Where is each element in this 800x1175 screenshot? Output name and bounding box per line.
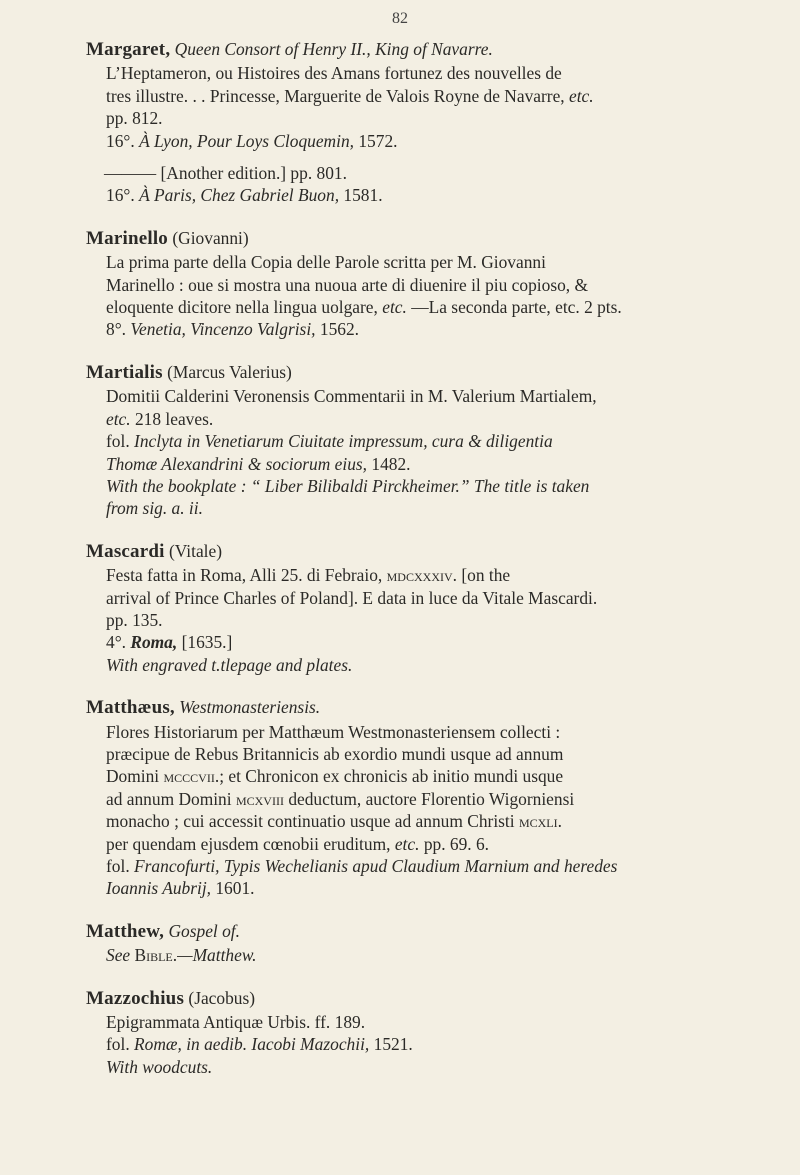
entry-body [106,944,770,966]
entry-heading-name: Mazzochius [86,987,185,1009]
entry-line [106,788,770,810]
entry-format: fol. [106,431,130,452]
entry-note: With engraved t.tlepage and plates. [106,654,353,675]
entry-note: from sig. a. ii. [106,498,203,519]
entry-line: pp. 812. [106,108,163,129]
entry-text: etc. [382,297,407,318]
entry-imprint [106,631,770,653]
entry-year: [1635.] [181,632,233,653]
catalogue-entry-martialis [88,361,770,520]
entry-heading [86,227,770,250]
catalogue-entries [88,38,770,1098]
catalogue-entry-mazzochius [88,987,770,1079]
entry-text: tres illustre. . . Princesse, Marguerite de Valois Royne de Navarre, [106,85,565,106]
entry-line [106,810,770,832]
entry-publisher: Romæ, in aedib. Iacobi Mazochii, [134,1034,370,1055]
entry-line: Epigrammata Antiquæ Urbis. ff. 189. [106,1012,366,1033]
entry-text: 218 leaves. [134,408,214,429]
entry-date-roman: mcxviii [235,788,284,809]
entry-heading-qualifier: Queen Consort of Henry II., King of Navarre. [174,39,493,59]
entry-text: ad annum Domini [106,788,232,809]
entry-date-roman: mcccvii. [163,766,220,787]
entry-year: 1581. [343,185,383,206]
entry-heading-name: Margaret, [86,39,171,60]
entry-publisher: Inclyta in Venetiarum Ciuitate impressum, cura & diligentia [134,431,553,452]
entry-publisher: Thomæ Alexandrini & sociorum eius, [106,453,368,474]
entry-line: præcipue de Rebus Britannicis ab exordio mundi usque ad annum [106,743,564,764]
entry-date-roman: mcxli. [518,811,562,832]
entry-line: arrival of Prince Charles of Poland]. E data in luce da Vitale Mascardi. [106,587,598,608]
entry-year: 1601. [215,878,255,899]
catalogue-entry-mascardi [88,540,770,676]
entry-line [106,408,770,430]
entry-text: Festa fatta in Roma, Alli 25. di Febraio, [106,565,383,586]
entry-body [106,1011,770,1078]
catalogue-entry-marinello [88,227,770,341]
entry-heading [86,361,770,384]
entry-heading-qualifier: (Vitale) [169,540,223,561]
entry-note: With woodcuts. [106,1056,213,1077]
entry-body [106,564,770,676]
entry-line [106,296,770,318]
catalogue-entry-matthaeus [88,696,770,900]
entry-line: Flores Historiarum per Matthæum Westmonasteriensem collecti : [106,721,561,742]
entry-imprint [106,1033,770,1055]
entry-imprint [106,453,770,475]
entry-line: L’Heptameron, ou Histoires des Amans fortunez des nouvelles de [106,63,562,84]
entry-line [106,765,770,787]
entry-imprint [106,877,770,899]
entry-line: La prima parte della Copia delle Parole scritta per M. Giovanni [106,252,546,273]
entry-heading-name: Martialis [86,361,163,383]
page-number: 82 [392,10,408,27]
entry-body [106,251,770,341]
entry-line: ——— [Another edition.] pp. 801. [104,163,347,184]
catalogue-entry-margaret [88,38,770,207]
catalogue-entry-matthew [88,920,770,967]
entry-text: per quendam ejusdem cœnobii eruditum, [106,833,391,854]
entry-text: etc. [569,85,594,106]
entry-date-roman: mdcxxxiv. [386,565,457,586]
entry-imprint [106,318,770,340]
entry-heading-name: Matthew, [86,920,165,942]
entry-text: eloquente dicitore nella lingua uolgare, [106,297,378,318]
entry-publisher: À Lyon, Pour Loys Cloquemin, [139,130,354,151]
entry-format: fol. [106,1034,130,1055]
entry-heading-name: Mascardi [86,540,165,562]
entry-heading [86,540,770,563]
entry-text: etc. [394,833,420,854]
entry-line: Domitii Calderini Veronensis Commentarii in M. Valerium Martialem, [106,386,597,407]
entry-imprint [106,184,770,206]
entry-text: pp. 69. 6. [423,833,490,854]
entry-year: 1482. [371,453,411,474]
entry-body [106,385,770,519]
entry-format: 16°. [106,130,135,151]
entry-format: fol. [106,856,130,876]
entry-heading-qualifier: (Marcus Valerius) [167,361,292,382]
entry-note-text: The title is taken [473,475,590,496]
entry-line [106,564,770,586]
entry-heading-name: Matthæus, [86,697,175,719]
entry-year: 1562. [319,319,360,340]
entry-body [106,62,770,206]
entry-text: Domini [106,766,160,787]
entry-publisher: Ioannis Aubrij, [106,878,211,899]
entry-line: Marinello : oue si mostra una nuoua arte di diuenire il piu copioso, & [106,274,589,295]
entry-text: monacho ; cui accessit continuatio usque ad annum Christi [106,811,515,832]
entry-format: 4°. [106,632,126,653]
entry-heading [86,920,770,943]
entry-line [106,85,770,107]
entry-imprint [106,130,770,152]
entry-publisher: Francofurti, Typis Wechelianis apud Claudium Marnium and heredes [134,856,618,876]
entry-heading [86,38,770,61]
entry-heading-name: Marinello [86,227,169,249]
entry-imprint [106,855,770,877]
entry-format: 16°. [106,185,135,206]
entry-text: deductum, auctore Florentio Wigorniensi [288,788,575,809]
entry-heading-qualifier: (Jacobus) [188,987,256,1008]
entry-line [106,833,770,855]
cross-reference [106,944,770,966]
entry-publisher: À Paris, Chez Gabriel Buon, [139,185,340,206]
see-target: Bible. [134,945,178,966]
entry-heading [86,696,770,719]
entry-publisher: Venetia, Vincenzo Valgrisi, [130,319,316,340]
see-label: See [106,945,131,966]
entry-format: 8°. [106,319,126,340]
entry-body [106,721,770,900]
entry-imprint [106,430,770,452]
entry-text: [on the [461,565,511,586]
entry-year: 1521. [373,1034,413,1055]
entry-note [106,475,770,497]
see-target-sub: —Matthew. [177,945,257,966]
entry-text: ; et Chronicon ex chronicis ab initio mundi usque [219,766,564,787]
entry-text: etc. [106,408,131,429]
entry-publisher: Roma, [130,632,178,653]
entry-year: 1572. [358,130,398,151]
entry-text: —La seconda parte, etc. 2 pts. [411,297,622,318]
entry-heading-qualifier: Westmonasteriensis. [179,697,321,718]
entry-line: pp. 135. [106,609,163,630]
entry-note-text: With the bookplate : “ Liber Bilibaldi Pirckheimer.” [106,475,470,496]
entry-heading [86,987,770,1010]
entry-heading-qualifier: Gospel of. [168,920,240,941]
entry-heading-qualifier: (Giovanni) [172,227,249,248]
